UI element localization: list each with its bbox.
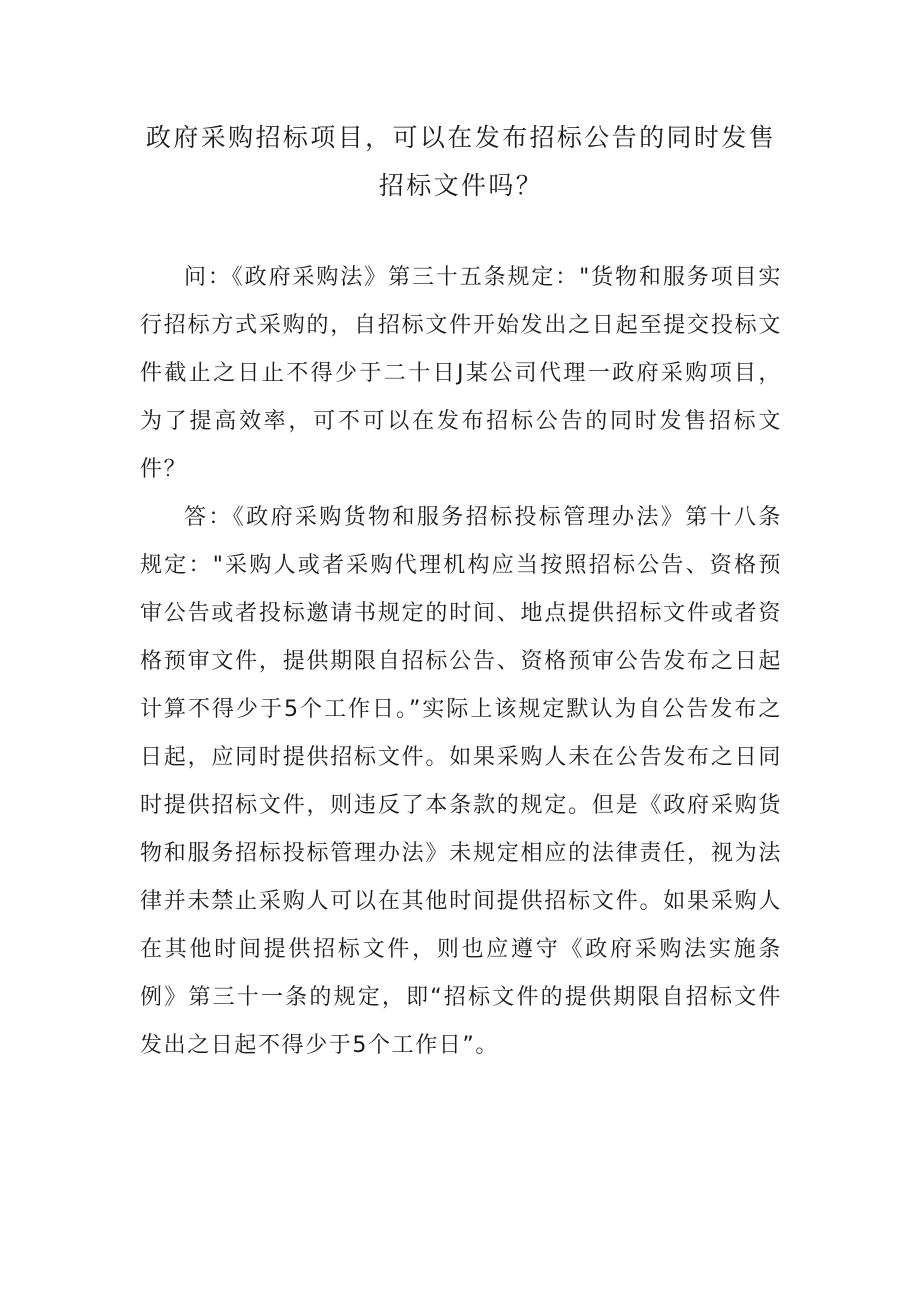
document-body xyxy=(140,254,782,1070)
document-title: 政府采购招标项目，可以在发布招标公告的同时发售招标文件吗？ xyxy=(145,123,777,200)
question-paragraph: 问：《政府采购法》第三十五条规定："货物和服务项目实行招标方式采购的，自招标文件开始发出之日起至提交投标文件截止之日止不得少于二十日J某公司代理一政府采购项目，为了提高效率，可不可以在发布招标公告的同时发售招标文件？ xyxy=(140,265,782,482)
answer-paragraph: 答：《政府采购货物和服务招标投标管理办法》第十八条规定："采购人或者采购代理机构应当按照招标公告、资格预审公告或者投标邀请书规定的时间、地点提供招标文件或者资格预审文件，提供期限自招标公告、资格预审公告发布之日起计算不得少于5个工作日。”实际上该规定默认为自公告发布之日起，应同时提供招标文件。如果采购人未在公告发布之日同时提供招标文件，则违反了本条款的规定。但是《政府采购货物和服务招标投标管理办法》未规定相应的法律责任，视为法律并未禁止采购人可以在其他时间提供招标文件。如果采购人在其他时间提供招标文件，则也应遵守《政府采购法实施条例》第三十一条的规定，即“招标文件的提供期限自招标文件发出之日起不得少于5个工作日”。 xyxy=(140,505,782,1058)
